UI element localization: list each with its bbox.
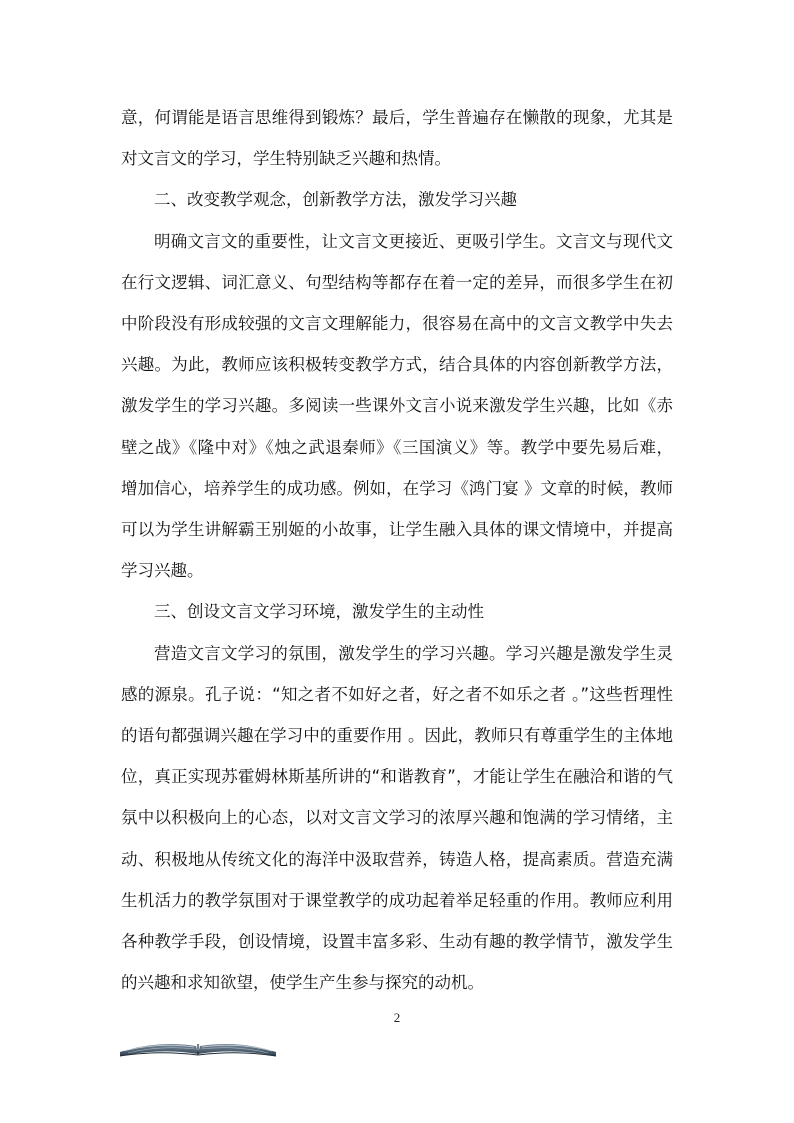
section-heading-2: 二、改变教学观念，创新教学方法，激发学习兴趣 [154, 190, 517, 210]
section-heading-3: 三、创设文言文学习环境，激发学生的主动性 [154, 602, 484, 622]
document-body [121, 97, 673, 1003]
open-book-icon [118, 1036, 278, 1058]
paragraph-section-3: 营造文言文学习的氛围，激发学生的学习兴趣。学习兴趣是激发学生灵感的源泉。孔子说：“知之者不如好之者，好之者不如乐之者 。”这些哲理性的语句都强调兴趣在学习中的重要作用 。因此，教师只有尊重学生的主体地位，真正实现苏霍姆林斯基所讲的“和谐教育”，才能让学生在融洽和谐的气氛中以积极向上的心态，以对文言文学习的浓厚兴趣和饱满的学习情绪，主动、积极地从传统文化的海洋中汲取营养，铸造人格，提高素质。营造充满生机活力的教学氛围对于课堂教学的成功起着举足轻重的作用。教师应利用各种教学手段，创设情境，设置丰富多彩、生动有趣的教学情节，激发学生的兴趣和求知欲望，使学生产生参与探究的动机。 [121, 643, 673, 993]
page-number: 2 [393, 1010, 401, 1025]
paragraph-continued: 意，何谓能是语言思维得到锻炼？最后，学生普遍存在懒散的现象，尤其是对文言文的学习，学生特别缺乏兴趣和热情。 [121, 108, 673, 169]
paragraph-section-2: 明确文言文的重要性，让文言文更接近、更吸引学生。文言文与现代文在行文逻辑、词汇意义、句型结构等都存在着一定的差异，而很多学生在初中阶段没有形成较强的文言文理解能力，很容易在高中的文言文教学中失去兴趣。为此，教师应该积极转变教学方式，结合具体的内容创新教学方法，激发学生的学习兴趣。多阅读一些课外文言小说来激发学生兴趣，比如《赤壁之战》《隆中对》《烛之武退秦师》《三国演义》等。教学中要先易后难，增加信心，培养学生的成功感。例如，在学习《鸿门宴 》文章的时候，教师可以为学生讲解霸王别姬的小故事，让学生融入具体的课文情境中，并提高学习兴趣。 [121, 231, 673, 581]
